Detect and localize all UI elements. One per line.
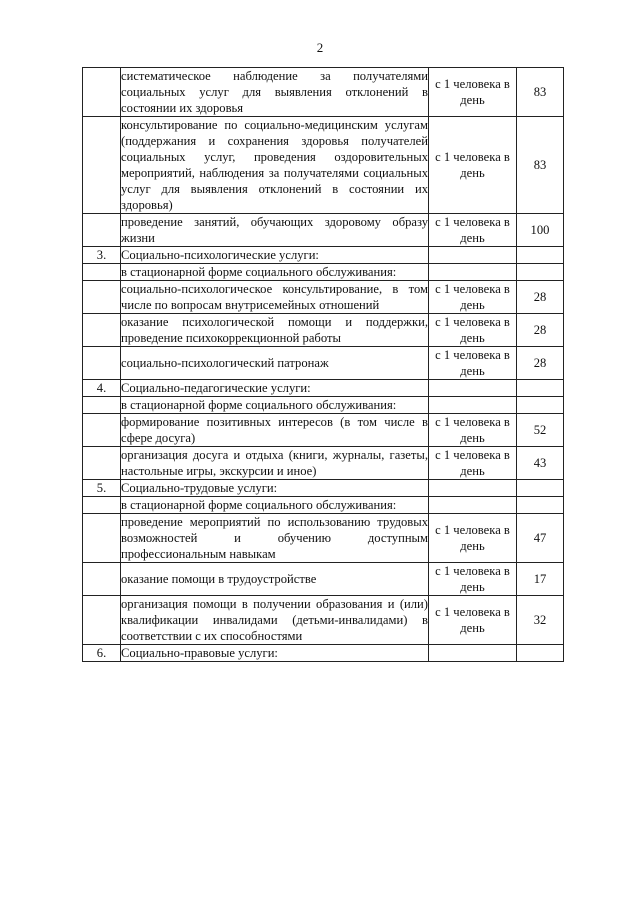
service-name-cell: организация досуга и отдыха (книги, журналы, газеты, настольные игры, экскурсии и иное) bbox=[121, 448, 428, 478]
row-number-cell bbox=[83, 497, 121, 514]
service-name-cell: Социально-педагогические услуги: bbox=[121, 380, 429, 397]
service-name-cell: оказание психологической помощи и поддержки, проведение психокоррекционной работы bbox=[121, 315, 428, 345]
service-row bbox=[83, 447, 564, 480]
row-number-cell bbox=[83, 563, 121, 596]
unit-cell bbox=[429, 497, 517, 514]
row-number-cell bbox=[83, 314, 121, 347]
service-name-cell: проведение занятий, обучающих здоровому образу жизни bbox=[121, 215, 428, 245]
row-number-cell bbox=[83, 281, 121, 314]
service-row bbox=[83, 563, 564, 596]
unit-cell: с 1 человека в день bbox=[429, 117, 517, 214]
tariff-value-cell: 28 bbox=[517, 314, 564, 347]
service-row bbox=[83, 596, 564, 645]
row-number-cell bbox=[83, 347, 121, 380]
services-table-body bbox=[83, 68, 564, 662]
service-row bbox=[83, 514, 564, 563]
tariff-value-cell bbox=[517, 645, 564, 662]
row-number-cell: 5. bbox=[83, 480, 121, 497]
unit-cell: с 1 человека в день bbox=[429, 447, 517, 480]
service-name-cell: оказание помощи в трудоустройстве bbox=[121, 563, 429, 596]
subheading-row bbox=[83, 497, 564, 514]
row-number-cell bbox=[83, 447, 121, 480]
tariff-value-cell: 17 bbox=[517, 563, 564, 596]
tariff-value-cell bbox=[517, 380, 564, 397]
unit-cell bbox=[429, 397, 517, 414]
row-number-cell bbox=[83, 596, 121, 645]
row-number-cell bbox=[83, 117, 121, 214]
tariff-value-cell bbox=[517, 497, 564, 514]
service-row bbox=[83, 117, 564, 214]
service-row bbox=[83, 314, 564, 347]
unit-cell: с 1 человека в день bbox=[429, 214, 517, 247]
section-row bbox=[83, 380, 564, 397]
section-row bbox=[83, 645, 564, 662]
service-name-cell: формирование позитивных интересов (в том числе в сфере досуга) bbox=[121, 415, 428, 445]
service-name-cell: консультирование по социально-медицинским услугам (поддержания и сохранения здоровья получателей социальных услуг, проведения оздоровительных мероприятий, наблюдения за получателями социальных услуг для выявления отклонений в состоянии их здоровья) bbox=[121, 118, 428, 212]
service-name-cell: в стационарной форме социального обслуживания: bbox=[121, 397, 429, 414]
service-name-cell: Социально-психологические услуги: bbox=[121, 247, 429, 264]
page-number: 2 bbox=[316, 40, 324, 55]
tariff-value-cell bbox=[517, 264, 564, 281]
row-number-cell bbox=[83, 68, 121, 117]
service-name-cell: Социально-правовые услуги: bbox=[121, 645, 429, 662]
service-name-cell: систематическое наблюдение за получателями социальных услуг для выявления отклонений в состоянии их здоровья bbox=[121, 69, 428, 115]
row-number-cell: 6. bbox=[83, 645, 121, 662]
row-number-cell bbox=[83, 264, 121, 281]
row-number-cell bbox=[83, 514, 121, 563]
tariff-value-cell: 83 bbox=[517, 68, 564, 117]
service-name-cell: проведение мероприятий по использованию трудовых возможностей и обучению доступным профессиональным навыкам bbox=[121, 515, 428, 561]
row-number-cell bbox=[83, 397, 121, 414]
service-name-cell: Социально-трудовые услуги: bbox=[121, 480, 429, 497]
service-name-cell: организация помощи в получении образования и (или) квалификации инвалидами (детьми-инвалидами) в соответствии с их способностями bbox=[121, 597, 428, 643]
services-table bbox=[82, 67, 564, 662]
unit-cell: с 1 человека в день bbox=[429, 596, 517, 645]
tariff-value-cell: 28 bbox=[517, 347, 564, 380]
tariff-value-cell: 83 bbox=[517, 117, 564, 214]
unit-cell bbox=[429, 380, 517, 397]
subheading-row bbox=[83, 264, 564, 281]
row-number-cell bbox=[83, 414, 121, 447]
service-name-cell: в стационарной форме социального обслуживания: bbox=[121, 264, 429, 281]
unit-cell: с 1 человека в день bbox=[429, 563, 517, 596]
tariff-value-cell: 32 bbox=[517, 596, 564, 645]
service-row bbox=[83, 281, 564, 314]
service-name-cell: в стационарной форме социального обслуживания: bbox=[121, 497, 429, 514]
section-row bbox=[83, 247, 564, 264]
unit-cell: с 1 человека в день bbox=[429, 314, 517, 347]
section-row bbox=[83, 480, 564, 497]
unit-cell: с 1 человека в день bbox=[429, 414, 517, 447]
row-number-cell bbox=[83, 214, 121, 247]
unit-cell bbox=[429, 480, 517, 497]
unit-cell: с 1 человека в день bbox=[429, 347, 517, 380]
unit-cell: с 1 человека в день bbox=[429, 68, 517, 117]
tariff-value-cell: 43 bbox=[517, 447, 564, 480]
tariff-value-cell: 100 bbox=[517, 214, 564, 247]
tariff-value-cell bbox=[517, 480, 564, 497]
service-row bbox=[83, 414, 564, 447]
tariff-value-cell: 52 bbox=[517, 414, 564, 447]
unit-cell bbox=[429, 247, 517, 264]
unit-cell: с 1 человека в день bbox=[429, 514, 517, 563]
service-row bbox=[83, 214, 564, 247]
tariff-value-cell: 47 bbox=[517, 514, 564, 563]
service-row bbox=[83, 68, 564, 117]
unit-cell: с 1 человека в день bbox=[429, 281, 517, 314]
tariff-value-cell bbox=[517, 397, 564, 414]
service-name-cell: социально-психологическое консультирование, в том числе по вопросам внутрисемейных отношений bbox=[121, 282, 428, 312]
service-name-cell: социально-психологический патронаж bbox=[121, 347, 429, 380]
tariff-value-cell bbox=[517, 247, 564, 264]
subheading-row bbox=[83, 397, 564, 414]
service-row bbox=[83, 347, 564, 380]
unit-cell bbox=[429, 264, 517, 281]
tariff-value-cell: 28 bbox=[517, 281, 564, 314]
row-number-cell: 3. bbox=[83, 247, 121, 264]
row-number-cell: 4. bbox=[83, 380, 121, 397]
unit-cell bbox=[429, 645, 517, 662]
